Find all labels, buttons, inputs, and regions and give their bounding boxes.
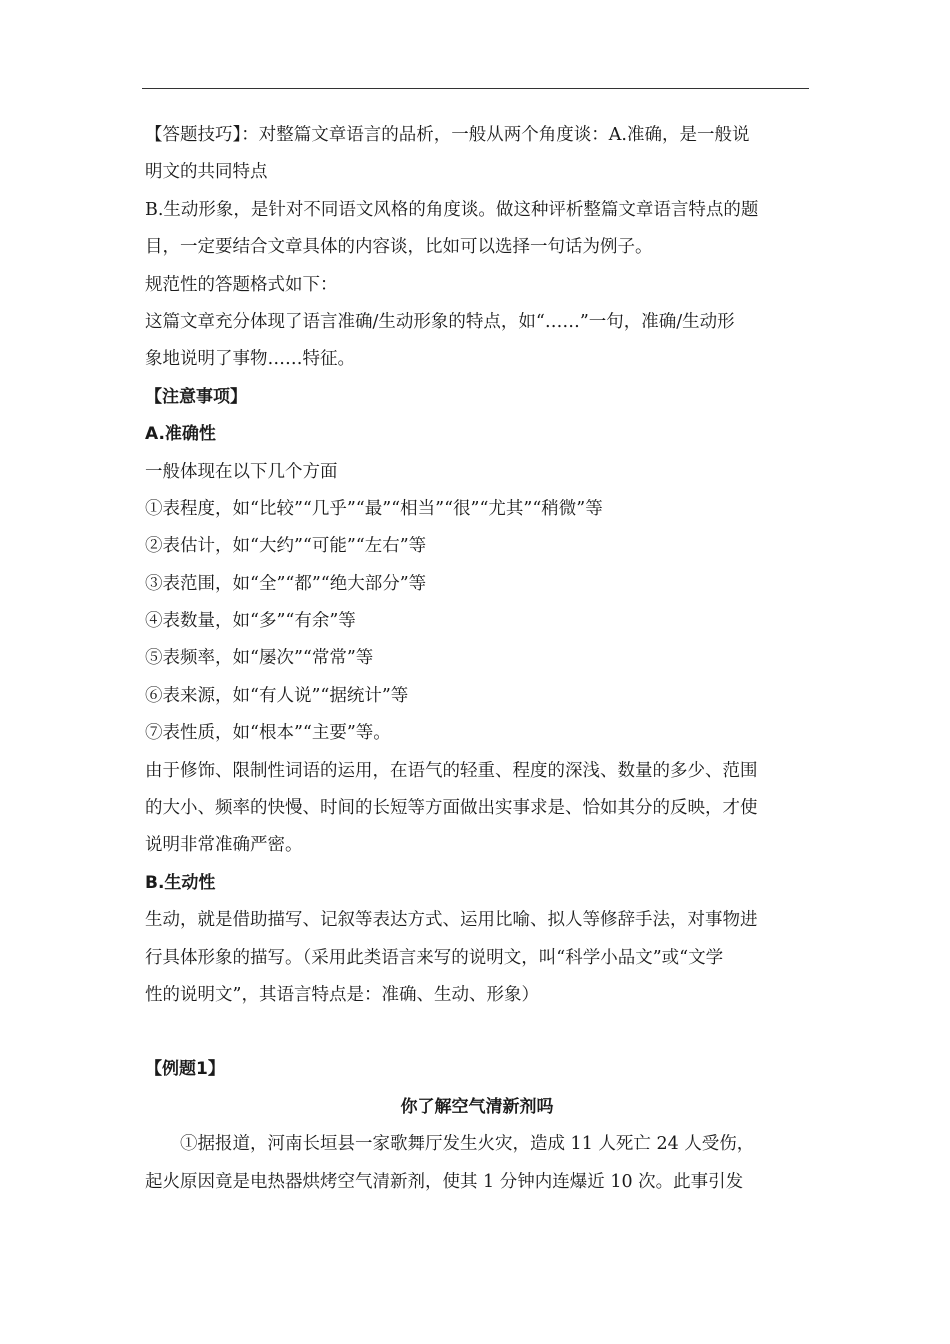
accuracy-item: ⑤表频率，如“屡次”“常常”等 (145, 648, 374, 669)
accuracy-heading: A.准确性 (145, 424, 216, 445)
format-intro: 规范性的答题格式如下： (145, 274, 338, 295)
vividness-text-line-2: 行具体形象的描写。（采用此类语言来写的说明文，叫“科学小品文”或“文学 (145, 947, 724, 968)
accuracy-item: ①表程度，如“比较”“几乎”“最”“相当”“很”“尤其”“稍微”等 (145, 498, 603, 519)
answer-tips-line-1: 【答题技巧】：对整篇文章语言的品析，一般从两个角度谈：A.准确，是一般说 (145, 125, 750, 145)
accuracy-item: ②表估计，如“大约”“可能”“左右”等 (145, 536, 427, 557)
accuracy-summary-line-1: 由于修饰、限制性词语的运用，在语气的轻重、程度的深浅、数量的多少、范围 (145, 760, 758, 781)
format-line-2: 象地说明了事物……特征。 (145, 349, 355, 370)
answer-tips-line-2: 明文的共同特点 (145, 162, 268, 183)
header-rule (142, 88, 809, 89)
example-title: 你了解空气清新剂吗 (400, 1096, 554, 1117)
example-paragraph-line-1: ①据报道，河南长垣县一家歌舞厅发生火灾，造成 11 人死亡 24 人受伤， (180, 1134, 755, 1155)
accuracy-item: ③表范围，如“全”“都”“绝大部分”等 (145, 573, 427, 594)
blank-line (145, 1014, 809, 1051)
vividness-text-line-3: 性的说明文”，其语言特点是：准确、生动、形象） (145, 984, 539, 1005)
document-body (145, 117, 809, 1201)
accuracy-item: ⑥表来源，如“有人说”“据统计”等 (145, 685, 409, 706)
accuracy-summary-line-3: 说明非常准确严密。 (145, 835, 303, 856)
example-heading: 【例题1】 (145, 1059, 225, 1080)
format-line-1: 这篇文章充分体现了语言准确/生动形象的特点，如“……”一句，准确/生动形 (145, 311, 735, 332)
vividness-heading: B.生动性 (145, 872, 216, 893)
vividness-text-line-1: 生动，就是借助描写、记叙等表达方式、运用比喻、拟人等修辞手法，对事物进 (145, 910, 758, 931)
example-paragraph-line-2: 起火原因竟是电热器烘烤空气清新剂，使其 1 分钟内连爆近 10 次。此事引发 (145, 1171, 744, 1192)
accuracy-item: ④表数量，如“多”“有余”等 (145, 611, 356, 632)
accuracy-intro: 一般体现在以下几个方面 (145, 461, 338, 482)
accuracy-summary-line-2: 的大小、频率的快慢、时间的长短等方面做出实事求是、恰如其分的反映，才使 (145, 798, 758, 819)
accuracy-item: ⑦表性质，如“根本”“主要”等。 (145, 723, 391, 744)
notes-heading: 【注意事项】 (145, 386, 247, 407)
answer-tips-line-3: B.生动形象，是针对不同语文风格的角度谈。做这种评析整篇文章语言特点的题 (145, 199, 759, 220)
answer-tips-line-4: 目，一定要结合文章具体的内容谈，比如可以选择一句话为例子。 (145, 237, 653, 258)
